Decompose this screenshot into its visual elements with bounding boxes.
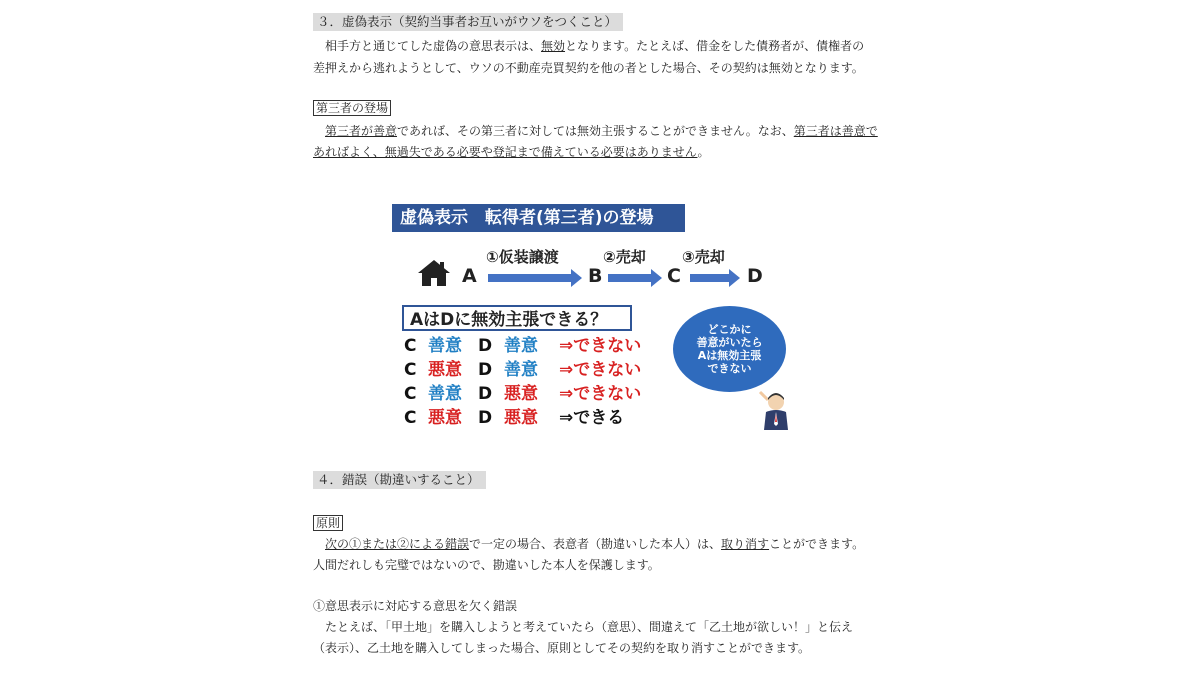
section-4-paragraph-line-2: 人間だれしも完璧ではないので、勘違いした本人を保護します。 bbox=[313, 558, 660, 572]
c-label: C bbox=[404, 384, 417, 404]
section-3-third-party-line-2 bbox=[313, 144, 710, 160]
case-result: ⇒できない bbox=[559, 336, 642, 356]
party-c: C bbox=[667, 265, 681, 287]
text-fragment: ことができます。 bbox=[769, 537, 865, 551]
c-label: C bbox=[404, 360, 417, 380]
mistake-type-1-line-1: たとえば、「甲土地」を購入しようと考えていたら（意思）、間違えて「乙土地が欲しい！」と伝え bbox=[325, 620, 854, 634]
d-status: 悪意 bbox=[504, 408, 538, 428]
text-fragment: 。 bbox=[697, 145, 710, 159]
text-fragment: であれば、その第三者に対しては無効主張することができません。なお、 bbox=[397, 124, 794, 138]
party-d: D bbox=[747, 265, 763, 287]
bubble-line: できない bbox=[707, 362, 752, 375]
mistake-type-1-line-2: （表示）、乙土地を購入してしまった場合、原則としてその契約を取り消すことができます。 bbox=[313, 641, 811, 655]
underlined-term-cancel: 取り消す bbox=[721, 537, 770, 551]
c-status: 悪意 bbox=[428, 408, 462, 428]
speech-bubble bbox=[673, 306, 786, 392]
arrow-c-to-d bbox=[690, 274, 730, 282]
underlined-term: あればよく、無過失である必要や登記まで備えている必要はありません bbox=[313, 145, 698, 159]
c-label: C bbox=[404, 336, 417, 356]
d-label: D bbox=[478, 384, 493, 404]
transfer-label-2: ②売却 bbox=[603, 248, 646, 266]
c-status: 悪意 bbox=[428, 360, 462, 380]
text-fragment: となります。たとえば、借金をした債務者が、債権者の bbox=[565, 39, 865, 53]
underlined-term: 第三者が善意 bbox=[325, 124, 398, 138]
underlined-term: 次の①または②による錯誤 bbox=[325, 537, 470, 551]
bubble-line: どこかに bbox=[707, 323, 752, 336]
underlined-term: 第三者は善意で bbox=[793, 124, 878, 138]
section-3-third-party-line-1 bbox=[325, 123, 878, 139]
d-status: 善意 bbox=[504, 360, 538, 380]
figure-title-banner: 虚偽表示 転得者(第三者)の登場 bbox=[392, 204, 685, 232]
text-fragment: で一定の場合、表意者（勘違いした本人）は、 bbox=[469, 537, 722, 551]
d-label: D bbox=[478, 336, 493, 356]
d-status: 善意 bbox=[504, 336, 538, 356]
principle-subheading: 原則 bbox=[313, 515, 343, 531]
transfer-label-1: ①仮装譲渡 bbox=[486, 248, 559, 266]
bubble-line: Aは無効主張 bbox=[697, 349, 762, 362]
section-4-heading: ４．錯誤（勘違いすること） bbox=[313, 471, 486, 489]
c-label: C bbox=[404, 408, 417, 428]
mistake-type-1-title: ①意思表示に対応する意思を欠く錯誤 bbox=[313, 599, 518, 613]
section-4-paragraph-line-1 bbox=[325, 536, 864, 552]
underlined-term-invalid: 無効 bbox=[541, 39, 566, 53]
bubble-line: 善意がいたら bbox=[696, 336, 763, 349]
section-3-paragraph-line-2: 差押えから逃れようとして、ウソの不動産売買契約を他の者とした場合、その契約は無効となります。 bbox=[313, 61, 864, 75]
arrow-b-to-c bbox=[608, 274, 652, 282]
transfer-label-3: ③売却 bbox=[682, 248, 725, 266]
section-3-paragraph-line-1 bbox=[325, 38, 864, 54]
case-result: ⇒できない bbox=[559, 384, 642, 404]
case-result: ⇒できない bbox=[559, 360, 642, 380]
c-status: 善意 bbox=[428, 336, 462, 356]
section-3-heading: ３．虚偽表示（契約当事者お互いがウソをつくこと） bbox=[313, 13, 623, 31]
d-status: 悪意 bbox=[504, 384, 538, 404]
teacher-character-icon bbox=[758, 390, 794, 430]
d-label: D bbox=[478, 408, 493, 428]
third-party-subheading: 第三者の登場 bbox=[313, 100, 391, 116]
text-fragment: 相手方と通じてした虚偽の意思表示は、 bbox=[325, 39, 542, 53]
d-label: D bbox=[478, 360, 493, 380]
question-box: AはDに無効主張できる？ bbox=[402, 305, 632, 331]
house-icon bbox=[416, 258, 452, 288]
case-result: ⇒できる bbox=[559, 408, 625, 428]
party-a: A bbox=[462, 265, 477, 287]
c-status: 善意 bbox=[428, 384, 462, 404]
arrow-a-to-b bbox=[488, 274, 572, 282]
party-b: B bbox=[588, 265, 603, 287]
